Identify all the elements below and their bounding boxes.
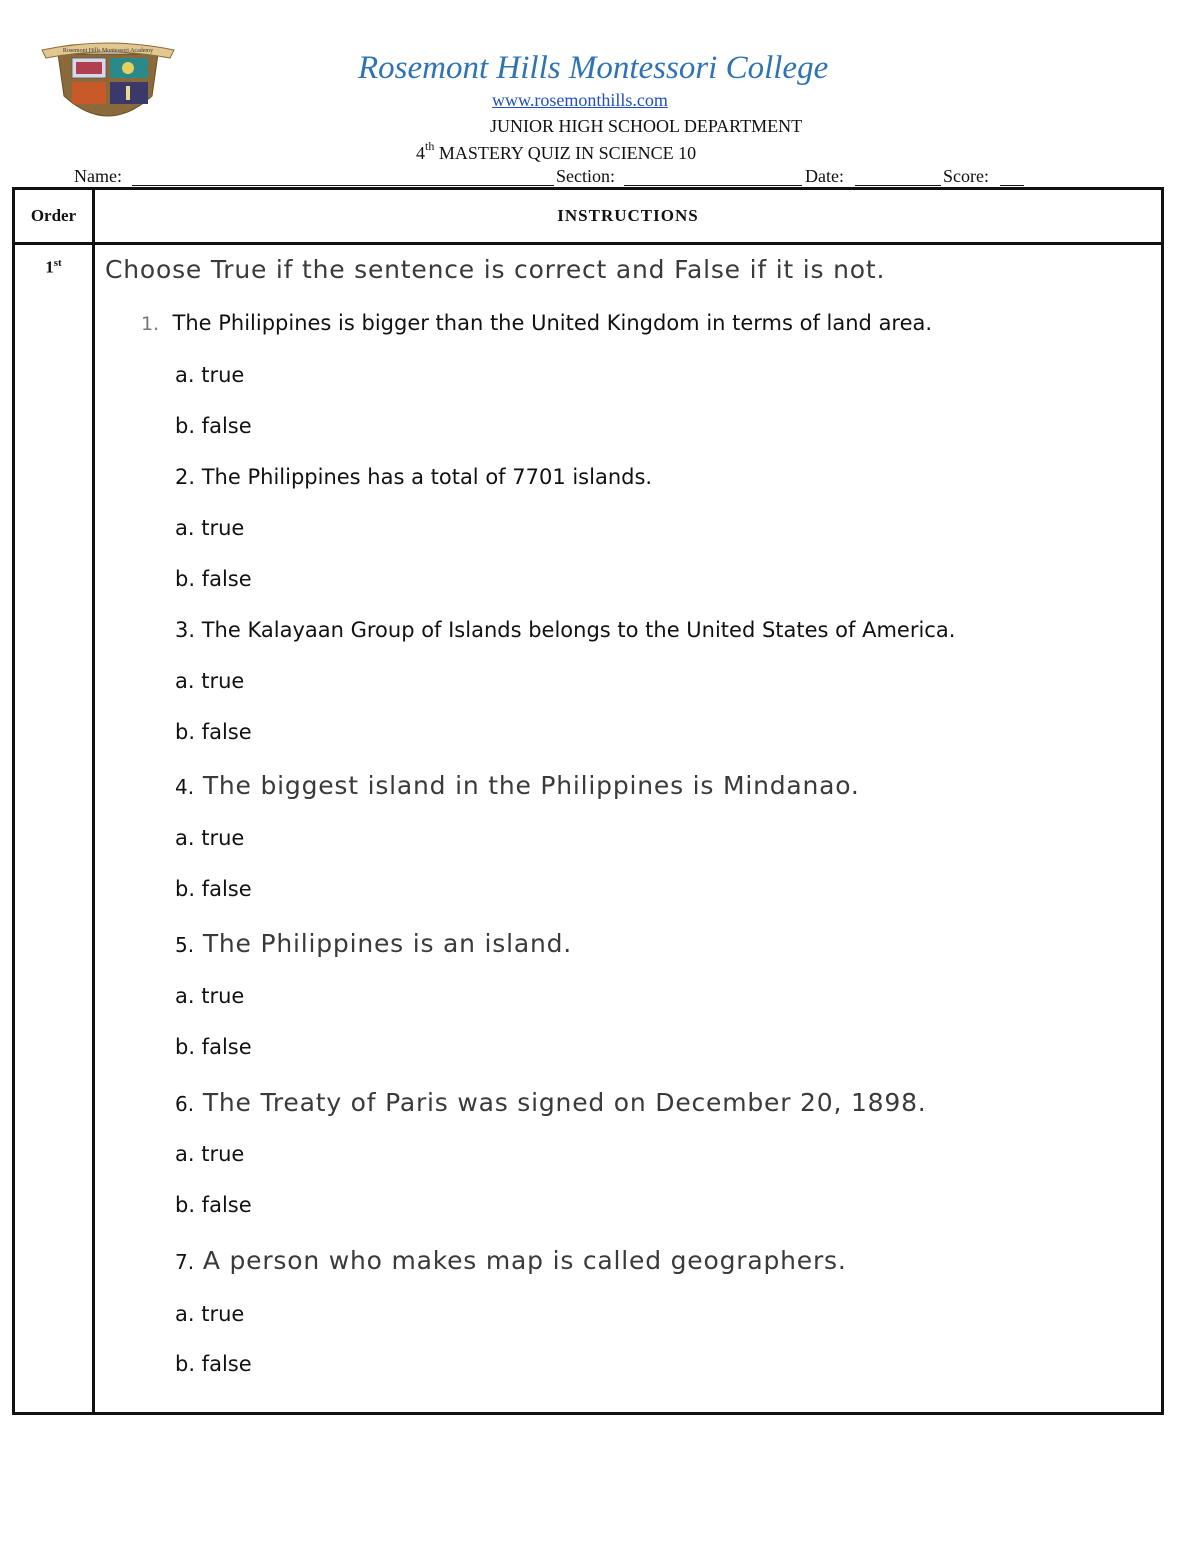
school-website-link[interactable]: www.rosemonthills.com — [492, 90, 668, 110]
option-false[interactable]: b. false — [175, 1193, 252, 1217]
question-number: 6. — [175, 1092, 195, 1116]
name-label: Name: — [74, 166, 122, 186]
option-true[interactable]: a. true — [175, 1302, 245, 1326]
school-name: Rosemont Hills Montessori College — [358, 50, 829, 86]
question-text: The Treaty of Paris was signed on December 20, 1898. — [202, 1088, 927, 1117]
question-2 — [175, 465, 652, 489]
table-row — [14, 244, 1163, 1414]
section-label: Section: — [556, 166, 615, 186]
name-blank-line[interactable] — [132, 185, 554, 186]
table-header-row — [14, 189, 1163, 244]
directions-text: Choose True if the sentence is correct and False if it is not. — [105, 255, 886, 284]
department-title: JUNIOR HIGH SCHOOL DEPARTMENT — [490, 116, 803, 136]
quiz-title — [416, 141, 696, 164]
question-1 — [141, 311, 932, 335]
crest-banner-text: Rosemont Hills Montessori Academy — [62, 48, 154, 54]
order-cell — [14, 244, 94, 1414]
instructions-column-header: INSTRUCTIONS — [94, 189, 1163, 244]
date-blank-line[interactable] — [855, 185, 941, 186]
question-3 — [175, 618, 955, 642]
instructions-cell — [94, 244, 1163, 1414]
option-true[interactable]: a. true — [175, 363, 245, 387]
option-false[interactable]: b. false — [175, 877, 252, 901]
option-true[interactable]: a. true — [175, 1142, 245, 1166]
option-true[interactable]: a. true — [175, 669, 245, 693]
school-crest-logo — [40, 36, 176, 132]
quiz-table — [12, 187, 1164, 1415]
option-false[interactable]: b. false — [175, 720, 252, 744]
question-text: The Philippines is bigger than the United Kingdom in terms of land area. — [172, 311, 933, 335]
question-number: 7. — [175, 1250, 195, 1274]
question-text: The Kalayaan Group of Islands belongs to the United States of America. — [201, 618, 956, 642]
question-number: 3. — [175, 618, 196, 642]
option-false[interactable]: b. false — [175, 414, 252, 438]
question-6 — [175, 1088, 927, 1117]
section-blank-line[interactable] — [624, 185, 802, 186]
quiz-ordinal-suffix: th — [425, 139, 435, 153]
question-number: 4. — [175, 775, 195, 799]
question-number: 2. — [175, 465, 196, 489]
quiz-title-text: MASTERY QUIZ IN SCIENCE 10 — [438, 143, 697, 163]
question-text: A person who makes map is called geographers. — [202, 1246, 847, 1275]
option-true[interactable]: a. true — [175, 826, 245, 850]
question-4 — [175, 771, 860, 800]
quiz-ordinal: 4 — [416, 143, 425, 163]
option-true[interactable]: a. true — [175, 516, 245, 540]
option-false[interactable]: b. false — [175, 1352, 252, 1376]
order-value: 1 — [45, 257, 54, 277]
order-column-header: Order — [14, 189, 94, 244]
question-5 — [175, 929, 572, 958]
question-number: 1. — [141, 313, 160, 335]
option-false[interactable]: b. false — [175, 1035, 252, 1059]
score-label: Score: — [943, 166, 989, 186]
order-suffix: st — [53, 257, 62, 269]
question-7 — [175, 1246, 847, 1275]
question-text: The biggest island in the Philippines is Mindanao. — [202, 771, 860, 800]
question-text: The Philippines has a total of 7701 islands. — [201, 465, 653, 489]
option-true[interactable]: a. true — [175, 984, 245, 1008]
option-false[interactable]: b. false — [175, 567, 252, 591]
question-number: 5. — [175, 933, 195, 957]
question-text: The Philippines is an island. — [202, 929, 573, 958]
score-blank-line[interactable] — [1000, 185, 1024, 186]
date-label: Date: — [805, 166, 844, 186]
